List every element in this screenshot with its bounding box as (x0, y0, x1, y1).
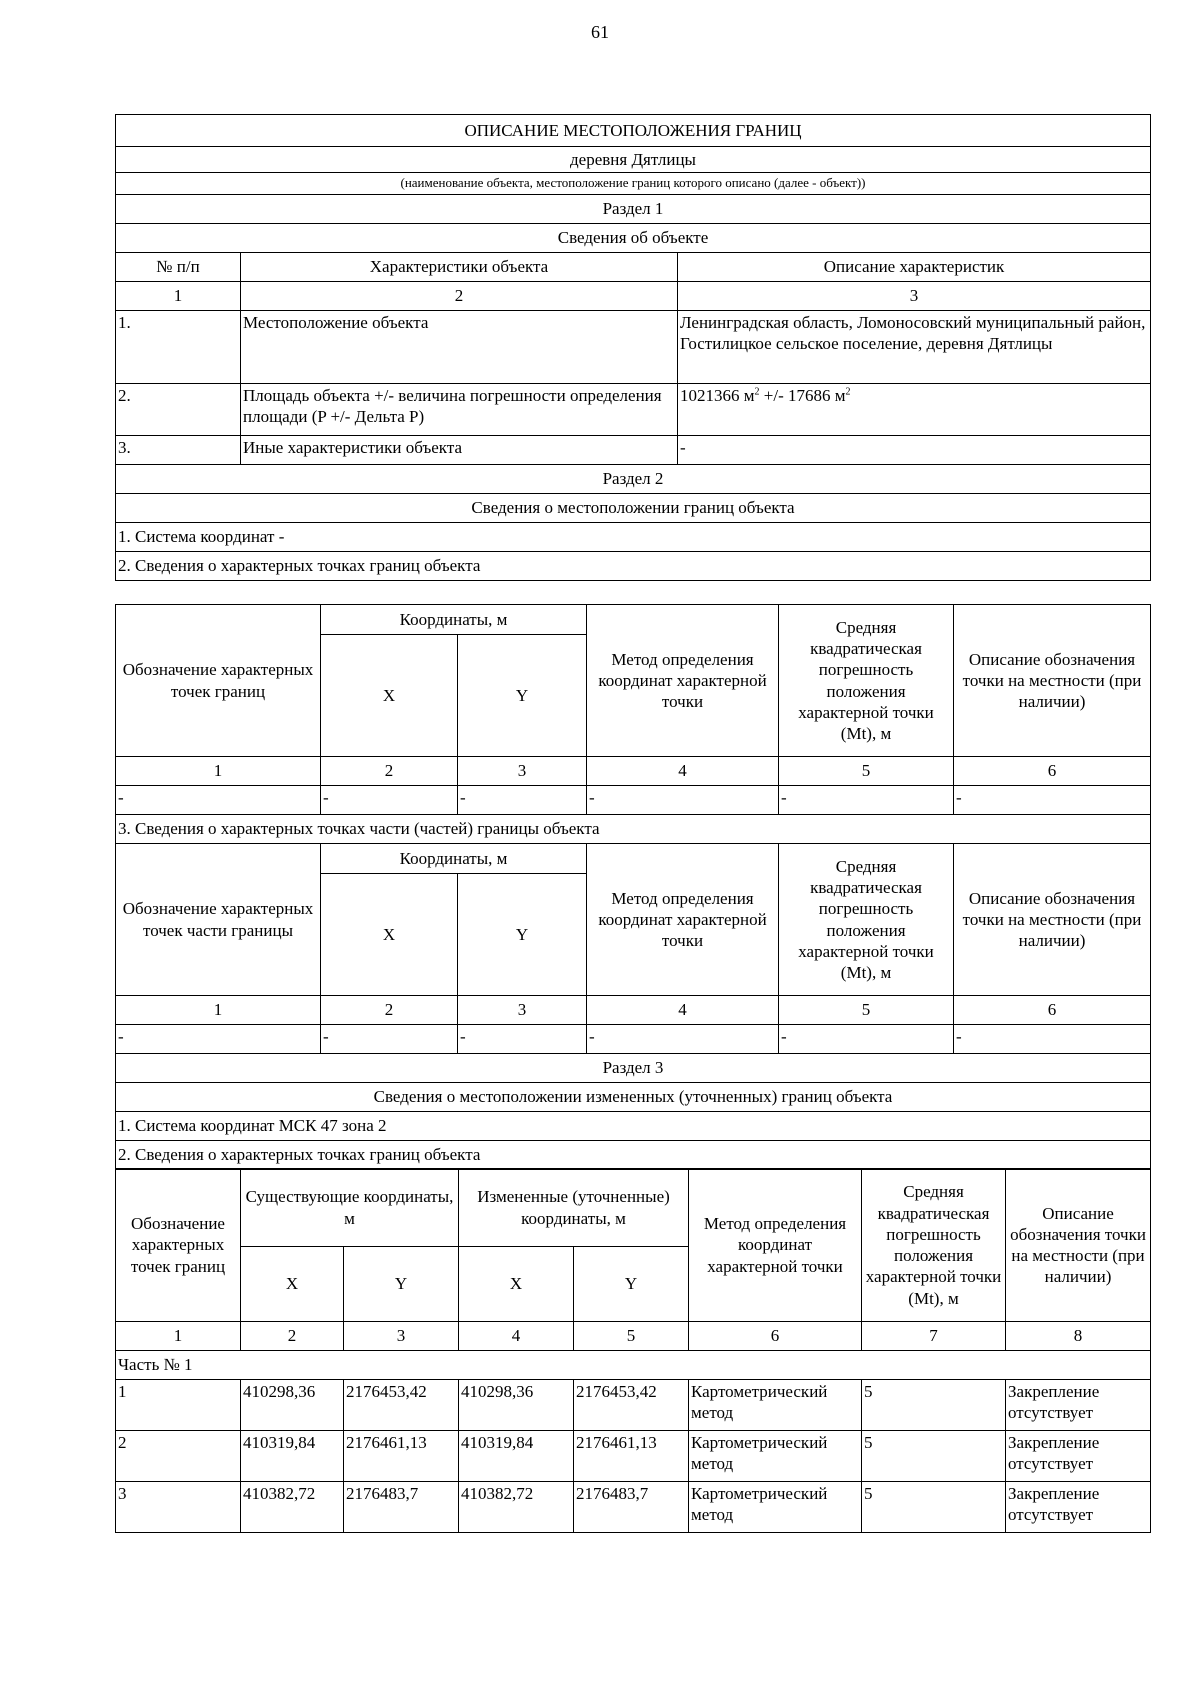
section3-title: Раздел 3 (116, 1054, 1151, 1083)
cell-desc: Закрепление отсутствует (1006, 1431, 1151, 1482)
col-number: 6 (954, 757, 1151, 786)
cell-point: 2 (116, 1431, 241, 1482)
object-name: деревня Дятлицы (116, 147, 1151, 173)
cell-method: Картометрический метод (689, 1482, 862, 1533)
area-value: 1021366 м (680, 386, 755, 405)
row-characteristic: Площадь объекта +/- величина погрешности определения площади (P +/- Дельта P) (241, 384, 678, 436)
col-number: 8 (1006, 1322, 1151, 1351)
cell-existing-x: 410319,84 (241, 1431, 344, 1482)
table-row (116, 786, 1151, 815)
table-row (116, 1482, 1151, 1533)
part-label-row (116, 1351, 1151, 1380)
col-number: 6 (689, 1322, 862, 1351)
parts-header-row (116, 844, 1151, 874)
col-number: 4 (587, 757, 779, 786)
col-header-method: Метод определения координат характерной точки (689, 1169, 862, 1322)
section1-colnum-row (116, 282, 1151, 311)
cell-point: 1 (116, 1380, 241, 1431)
col-header-x: X (459, 1247, 574, 1322)
row-characteristic: Местоположение объекта (241, 311, 678, 384)
col-number: 1 (116, 282, 241, 311)
col-header-y: Y (458, 635, 587, 757)
object-note-row (116, 173, 1151, 195)
section3-subtitle: Сведения о местоположении измененных (уточненных) границ объекта (116, 1083, 1151, 1112)
section3-points-title-row (116, 1141, 1151, 1170)
cell-existing-y: 2176461,13 (344, 1431, 459, 1482)
col-number: 5 (779, 996, 954, 1025)
col-header-y: Y (574, 1247, 689, 1322)
area-unit-power: 2 (754, 386, 760, 398)
part-label: Часть № 1 (116, 1351, 1151, 1380)
cell-changed-y: 2176483,7 (574, 1482, 689, 1533)
cell-empty: - (954, 786, 1151, 815)
col-header-characteristic: Характеристики объекта (241, 253, 678, 282)
cell-empty: - (779, 1025, 954, 1054)
col-number: 7 (862, 1322, 1006, 1351)
cell-desc: Закрепление отсутствует (1006, 1380, 1151, 1431)
section2-points-table (115, 604, 1151, 1170)
section3-title-row (116, 1054, 1151, 1083)
error-unit-power: 2 (845, 386, 851, 398)
row-number: 1. (116, 311, 241, 384)
section1-subtitle: Сведения об объекте (116, 224, 1151, 253)
cell-empty: - (116, 1025, 321, 1054)
parts-colnum-row (116, 996, 1151, 1025)
cell-changed-y: 2176453,42 (574, 1380, 689, 1431)
row-characteristic: Иные характеристики объекта (241, 436, 678, 465)
table-row (116, 311, 1151, 384)
col-number: 4 (587, 996, 779, 1025)
cell-method: Картометрический метод (689, 1431, 862, 1482)
cell-point: 3 (116, 1482, 241, 1533)
col-header-method: Метод определения координат характерной точки (587, 605, 779, 757)
col-header-description: Описание характеристик (678, 253, 1151, 282)
parts-title-row (116, 815, 1151, 844)
table-row (116, 1431, 1151, 1482)
cell-changed-x: 410382,72 (459, 1482, 574, 1533)
cell-existing-y: 2176483,7 (344, 1482, 459, 1533)
cell-desc: Закрепление отсутствует (1006, 1482, 1151, 1533)
area-error: +/- 17686 м (759, 386, 846, 405)
cell-empty: - (587, 786, 779, 815)
col-header-changed-coords: Измененные (уточненные) координаты, м (459, 1169, 689, 1247)
col-header-error: Средняя квадратическая погрешность положения характерной точки (Mt), м (779, 844, 954, 996)
col-header-error: Средняя квадратическая погрешность положения характерной точки (Mt), м (779, 605, 954, 757)
table-row (116, 1380, 1151, 1431)
section1-title: Раздел 1 (116, 195, 1151, 224)
col-number: 5 (779, 757, 954, 786)
col-number: 1 (116, 757, 321, 786)
section3-coord-system-row (116, 1112, 1151, 1141)
section2-subtitle-row (116, 494, 1151, 523)
col-header-num: № п/п (116, 253, 241, 282)
cell-changed-x: 410298,36 (459, 1380, 574, 1431)
section2-subtitle: Сведения о местоположении границ объекта (116, 494, 1151, 523)
col-number: 6 (954, 996, 1151, 1025)
section2-coord-system: 1. Система координат - (116, 523, 1151, 552)
section1-header-row (116, 253, 1151, 282)
section2-parts-title: 3. Сведения о характерных точках части (частей) границы объекта (116, 815, 1151, 844)
col-header-desc: Описание обозначения точки на местности (при наличии) (1006, 1169, 1151, 1322)
cell-empty: - (321, 1025, 458, 1054)
col-number: 4 (459, 1322, 574, 1351)
col-number: 1 (116, 1322, 241, 1351)
col-number: 3 (458, 996, 587, 1025)
col-header-point: Обозначение характерных точек границ (116, 1169, 241, 1322)
col-header-method: Метод определения координат характерной точки (587, 844, 779, 996)
col-number: 2 (321, 996, 458, 1025)
section3-points-table (115, 1168, 1151, 1533)
col-number: 2 (241, 282, 678, 311)
cell-empty: - (321, 786, 458, 815)
section1-title-row (116, 195, 1151, 224)
points-colnum-row (116, 757, 1151, 786)
cell-changed-x: 410319,84 (459, 1431, 574, 1482)
section2-coord-system-row (116, 523, 1151, 552)
section3-coord-system: 1. Система координат МСК 47 зона 2 (116, 1112, 1151, 1141)
cell-empty: - (458, 1025, 587, 1054)
col-number: 3 (458, 757, 587, 786)
boundary-description-table (115, 114, 1151, 581)
doc-title: ОПИСАНИЕ МЕСТОПОЛОЖЕНИЯ ГРАНИЦ (116, 115, 1151, 147)
section3-points-title: 2. Сведения о характерных точках границ объекта (116, 1141, 1151, 1170)
col-header-existing-coords: Существующие координаты, м (241, 1169, 459, 1247)
points-header-row (116, 605, 1151, 635)
cell-empty: - (779, 786, 954, 815)
s3-header-row (116, 1169, 1151, 1247)
section2-title-row (116, 465, 1151, 494)
col-header-desc: Описание обозначения точки на местности (при наличии) (954, 605, 1151, 757)
cell-mt: 5 (862, 1431, 1006, 1482)
col-header-coords: Координаты, м (321, 605, 587, 635)
section2-title: Раздел 2 (116, 465, 1151, 494)
cell-existing-x: 410382,72 (241, 1482, 344, 1533)
section1-subtitle-row (116, 224, 1151, 253)
cell-empty: - (587, 1025, 779, 1054)
cell-mt: 5 (862, 1380, 1006, 1431)
row-number: 2. (116, 384, 241, 436)
cell-method: Картометрический метод (689, 1380, 862, 1431)
section2-points-title-row (116, 552, 1151, 581)
cell-empty: - (458, 786, 587, 815)
table-row (116, 436, 1151, 465)
col-number: 3 (678, 282, 1151, 311)
object-name-row (116, 147, 1151, 173)
table-row (116, 384, 1151, 436)
col-header-point: Обозначение характерных точек границ (116, 605, 321, 757)
cell-mt: 5 (862, 1482, 1006, 1533)
col-header-x: X (321, 635, 458, 757)
col-header-x: X (321, 874, 458, 996)
row-number: 3. (116, 436, 241, 465)
col-header-desc: Описание обозначения точки на местности (при наличии) (954, 844, 1151, 996)
doc-title-row (116, 115, 1151, 147)
section3-subtitle-row (116, 1083, 1151, 1112)
row-value (678, 384, 1151, 436)
row-value: - (678, 436, 1151, 465)
cell-empty: - (116, 786, 321, 815)
col-header-y: Y (458, 874, 587, 996)
col-header-coords: Координаты, м (321, 844, 587, 874)
col-header-x: X (241, 1247, 344, 1322)
col-number: 5 (574, 1322, 689, 1351)
col-header-point: Обозначение характерных точек части границы (116, 844, 321, 996)
cell-changed-y: 2176461,13 (574, 1431, 689, 1482)
row-value: Ленинградская область, Ломоносовский муниципальный район, Гостилицкое сельское поселение, деревня Дятлицы (678, 311, 1151, 384)
s3-colnum-row (116, 1322, 1151, 1351)
cell-empty: - (954, 1025, 1151, 1054)
col-header-y: Y (344, 1247, 459, 1322)
table-row (116, 1025, 1151, 1054)
object-note: (наименование объекта, местоположение границ которого описано (далее - объект)) (116, 173, 1151, 195)
col-number: 1 (116, 996, 321, 1025)
page-number: 61 (591, 22, 609, 42)
cell-existing-y: 2176453,42 (344, 1380, 459, 1431)
col-number: 2 (241, 1322, 344, 1351)
cell-existing-x: 410298,36 (241, 1380, 344, 1431)
section2-points-title: 2. Сведения о характерных точках границ объекта (116, 552, 1151, 581)
col-header-error: Средняя квадратическая погрешность положения характерной точки (Mt), м (862, 1169, 1006, 1322)
col-number: 2 (321, 757, 458, 786)
col-number: 3 (344, 1322, 459, 1351)
